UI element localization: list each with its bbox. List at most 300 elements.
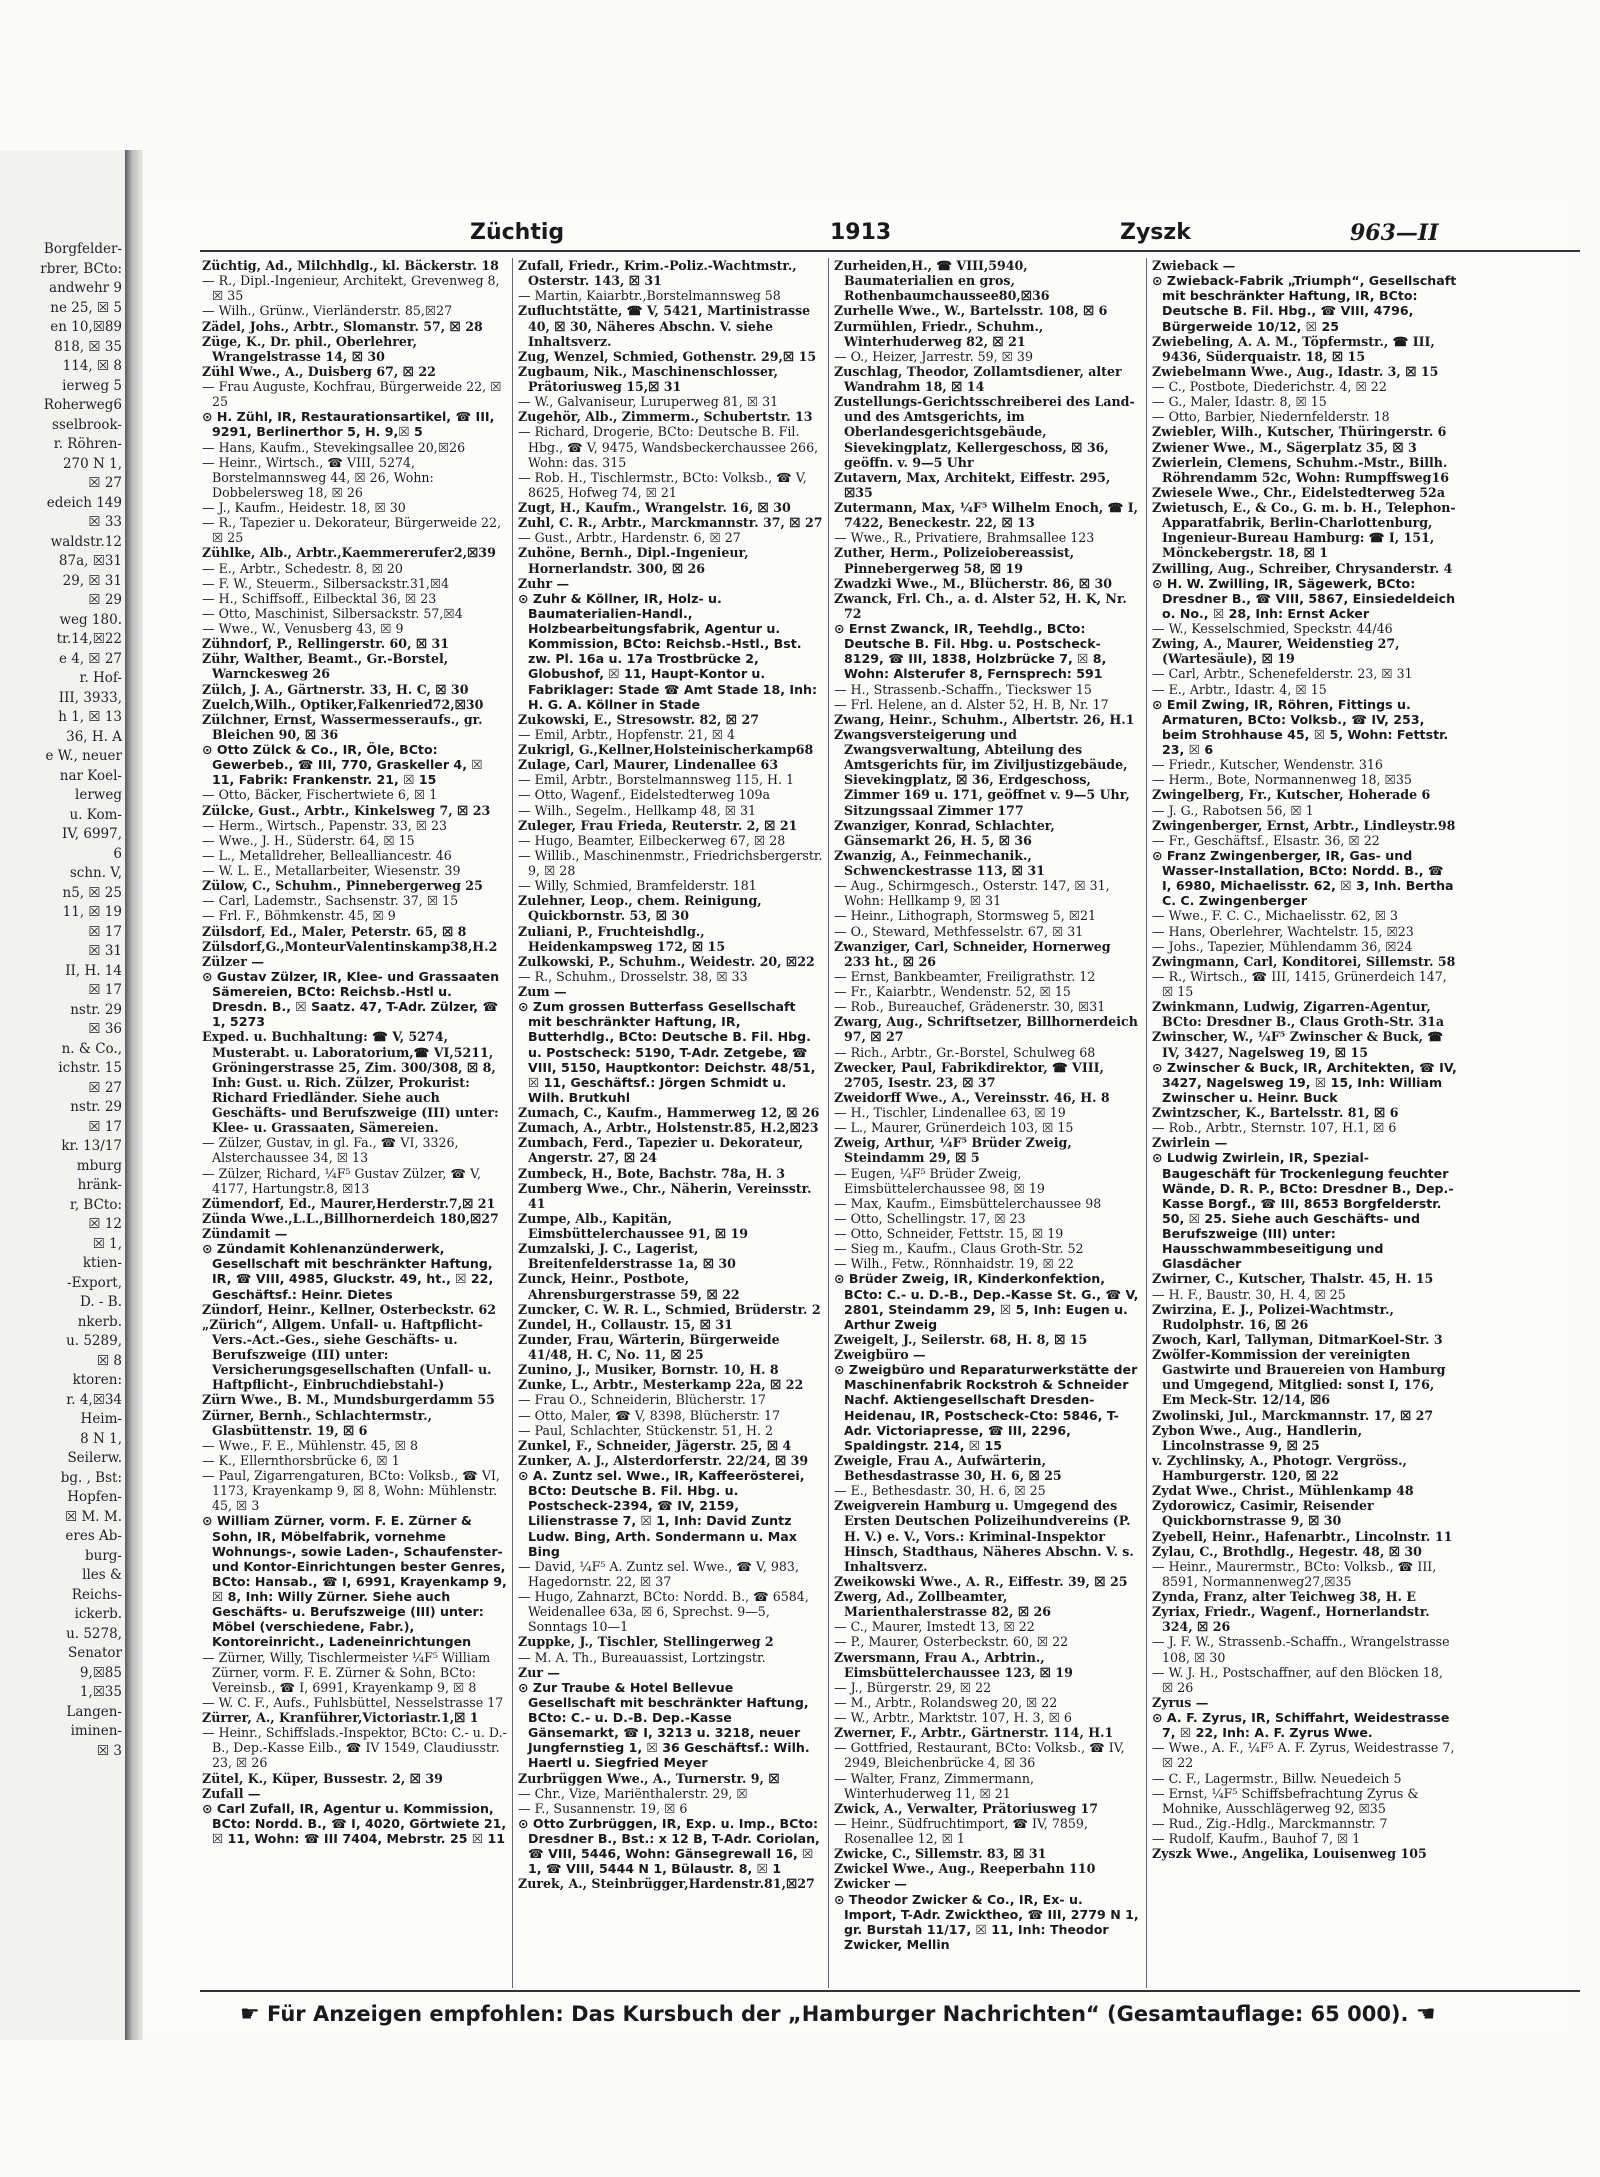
directory-entry: — Rudolf, Kaufm., Bauhof 7, ☒ 1 — [1152, 1831, 1361, 1846]
previous-page-line: ☒ 12 — [88, 1216, 122, 1232]
directory-entry: — Willib., Maschinenmstr., Friedrichsbergerstr. 9, ☒ 28 — [518, 847, 823, 878]
previous-page-line: ☒ 31 — [88, 943, 122, 959]
directory-entry: Zukowski, E., Stresowstr. 82, ☒ 27 — [518, 711, 759, 727]
directory-entry: Zumzalski, J. C., Lagerist, Breitenfelderstrasse 1a, ☒ 30 — [518, 1241, 736, 1272]
firm-advertisement-entry: ⊙ Otto Zülck & Co., IR, Öle, BCto: Gewerbeb., ☎ III, 770, Graskeller 4, ☒ 11, Fabrik: Frankenstr. 21, ☒ 15 — [202, 742, 483, 788]
previous-page-line: tr.14,☒22 — [56, 631, 122, 647]
previous-page-line: Reichs- — [71, 1586, 122, 1603]
directory-entry: — Fr., Kaiarbtr., Wendenstr. 52, ☒ 15 — [834, 984, 1071, 999]
directory-entry: — L., Metalldreher, Bellealliancestr. 46 — [202, 847, 452, 863]
directory-entry: Zühlke, Alb., Arbtr.,Kaemmererufer2,☒39 — [202, 545, 496, 561]
previous-page-line: 11, ☒ 19 — [62, 904, 122, 920]
directory-entry: — Otto, Wagenf., Eidelstedterweg 109a — [518, 787, 771, 803]
directory-entry: Zuelch,Wilh., Optiker,Falkenried72,☒30 — [202, 696, 484, 712]
previous-page-line: bg. , Bst: — [60, 1469, 122, 1486]
directory-entry: — Ernst, Bankbeamter, Freiligrathstr. 12 — [834, 968, 1096, 984]
directory-entry: — Chr., Vize, Mariënthalerstr. 29, ☒ — [518, 1785, 748, 1801]
directory-entry: Zühndorf, P., Rellingerstr. 60, ☒ 31 — [202, 636, 450, 652]
previous-page-line: 29, ☒ 31 — [62, 572, 122, 589]
directory-entry: — R., Wirtsch., ☎ III, 1415, Grünerdeich 147, ☒ 15 — [1152, 968, 1447, 999]
previous-page-line: ☒ 17 — [88, 923, 122, 940]
directory-entry: Zwick, A., Verwalter, Prätoriusweg 17 — [834, 1800, 1098, 1816]
previous-page-line: u. 5289, — [66, 1333, 122, 1349]
previous-page-line: 1,☒35 — [79, 1684, 122, 1700]
directory-entry: Zwerner, F., Arbtr., Gärtnerstr. 114, H.1 — [834, 1725, 1114, 1741]
firm-advertisement-entry: ⊙ Zweigbüro und Reparaturwerkstätte der Maschinenfabrik Rockstroh & Schneider Nachf. Aktiengesellschaft Dresden-Heidenau, IR, Postscheck-Cto: 5846, T-Adr. Victoriapresse, ☎ III, 2296, Spaldingstr. 214, ☒ 15 — [834, 1362, 1138, 1453]
directory-entry: Zuhöne, Bernh., Dipl.-Ingenieur, Hornerlandstr. 300, ☒ 26 — [518, 545, 749, 576]
directory-entry: — Emil, Arbtr., Hopfenstr. 21, ☒ 4 — [518, 726, 736, 742]
firm-advertisement-entry: ⊙ H. Zühl, IR, Restaurationsartikel, ☎ III, 9291, Berlinerthor 5, H. 9,☒ 5 — [202, 409, 495, 440]
directory-entry: — Frau O., Schneiderin, Blücherstr. 17 — [518, 1392, 766, 1408]
directory-entry: — Carl, Arbtr., Schenefelderstr. 23, ☒ 31 — [1152, 666, 1413, 682]
directory-entry: — Willy, Schmied, Bramfelderstr. 181 — [518, 878, 757, 894]
directory-entry: — Eugen, ¼F⁵ Brüder Zweig, Eimsbüttelerchaussee 98, ☒ 19 — [834, 1165, 1045, 1196]
previous-page-line: e W., neuer — [45, 748, 122, 764]
directory-entry: — C., Postbote, Diederichstr. 4, ☒ 22 — [1152, 379, 1387, 394]
directory-entry: Zugehör, Alb., Zimmerm., Schubertstr. 13 — [518, 409, 813, 425]
previous-page-line: mburg — [76, 1157, 122, 1174]
previous-page-line: ☒ 29 — [88, 592, 122, 608]
firm-advertisement-entry: ⊙ Emil Zwing, IR, Röhren, Fittings u. Armaturen, BCto: Volksb., ☎ IV, 253, beim Strohhause 45, ☒ 5, Wohn: Fettstr. 23, ☒ 6 — [1152, 696, 1449, 757]
directory-entry: Zwinscher, W., ¼F⁵ Zwinscher & Buck, ☎ IV, 3427, Nagelsweg 19, ☒ 15 — [1152, 1029, 1444, 1060]
directory-entry: — David, ¼F⁵ A. Zuntz sel. Wwe., ☎ V, 983, Hagedornstr. 22, ☒ 37 — [518, 1558, 799, 1589]
directory-entry: — Emil, Arbtr., Borstelmannsweg 115, H. 1 — [518, 772, 795, 788]
previous-page-line: III, 3933, — [58, 689, 122, 706]
directory-entry: Zwingenberger, Ernst, Arbtr., Lindleystr.98 — [1152, 817, 1456, 833]
directory-entry: — R., Schuhm., Drosselstr. 38, ☒ 33 — [518, 968, 748, 984]
header-year: 1913 — [830, 220, 892, 245]
header-rule — [200, 250, 1580, 252]
directory-entry: Zutavern, Max, Architekt, Eiffestr. 295, ☒35 — [834, 469, 1111, 500]
directory-entry: — Otto, Bäcker, Fischertwiete 6, ☒ 1 — [202, 787, 438, 803]
directory-entry: — Rob., Bureauchef, Grädenerstr. 30, ☒31 — [834, 999, 1106, 1015]
previous-page-line: n. & Co., — [61, 1040, 122, 1057]
previous-page-line: nkerb. — [77, 1313, 122, 1330]
directory-entry: Zwanziger, Konrad, Schlachter, Gänsemarkt 26, H. 5, ☒ 36 — [834, 817, 1055, 848]
directory-entry: — M. A. Th., Bureauassist, Lortzingstr. — [518, 1649, 766, 1665]
previous-page-line: r. Hof- — [79, 670, 122, 686]
previous-page-line: h 1, ☒ 13 — [58, 709, 122, 725]
previous-page-line: ktien- — [82, 1255, 122, 1271]
firm-advertisement-entry: ⊙ H. W. Zwilling, IR, Sägewerk, BCto: Dresdner B., ☎ VIII, 5867, Einsiedeldeich o. No., ☒ 28, Inh: Ernst Acker — [1152, 575, 1456, 621]
directory-entry: — E., Arbtr., Idastr. 4, ☒ 15 — [1152, 681, 1327, 697]
directory-entry: — Otto, Schellingstr. 17, ☒ 23 — [834, 1210, 1026, 1226]
directory-entry: Zufluchtstätte, ☎ V, 5421, Martinistrasse 40, ☒ 30, Näheres Abschn. V. siehe Inhaltsverz. — [518, 303, 811, 349]
directory-entry: Zurbrüggen Wwe., A., Turnerstr. 9, ☒ — [518, 1770, 780, 1786]
directory-entry: Zulehner, Leop., chem. Reinigung, Quickbornstr. 53, ☒ 30 — [518, 893, 762, 924]
firm-advertisement-entry: ⊙ A. Zuntz sel. Wwe., IR, Kaffeerösterei, BCto: Deutsche B. Fil. Hbg. u. Postscheck-2394, ☎ IV, 2159, Lilienstrasse 7, ☒ 1, Inh: David Zuntz Ludw. Bing, Arth. Sondermann u. Max Bing — [518, 1468, 805, 1559]
previous-page-text — [2, 240, 122, 1761]
directory-entry: Zwadzki Wwe., M., Blücherstr. 86, ☒ 30 — [834, 575, 1112, 591]
directory-entry: — Paul, Zigarrengaturen, BCto: Volksb., ☎ VI, 1173, Krayenkamp 9, ☒ 8, Wohn: Mühlenstr. 45, ☒ 3 — [202, 1468, 500, 1514]
directory-entry: — Ernst, ¼F⁵ Schiffsbefrachtung Zyrus & Mohnike, Ausschlägerweg 92, ☒35 — [1152, 1785, 1419, 1816]
directory-entry: Zurhelle Wwe., W., Bartelsstr. 108, ☒ 6 — [834, 303, 1108, 319]
directory-entry: — O., Steward, Methfesselstr. 67, ☒ 31 — [834, 923, 1084, 939]
previous-page-line: u. 5278, — [66, 1625, 122, 1642]
directory-entry: Zunder, Frau, Wärterin, Bürgerweide 41/48, H. C, No. 11, ☒ 25 — [518, 1331, 780, 1362]
directory-entry: Zyrus — — [1152, 1694, 1209, 1710]
directory-entry: — Gottfried, Restaurant, BCto: Volksb., ☎ IV, 2949, Bleichenbrücke 4, ☒ 36 — [834, 1740, 1125, 1771]
directory-entry: Zwirzina, E. J., Polizei-Wachtmstr., Rudolphstr. 16, ☒ 26 — [1152, 1301, 1394, 1332]
directory-entry: — J. F. W., Strassenb.-Schaffn., Wrangelstrasse 108, ☒ 30 — [1152, 1634, 1450, 1665]
directory-entry: — W. C. F., Aufs., Fuhlsbüttel, Nesselstrasse 17 — [202, 1694, 504, 1710]
previous-page-line: Roherweg6 — [43, 397, 122, 413]
directory-entry: — Wwe., A. F., ¼F⁵ A. F. Zyrus, Weidestrasse 7, ☒ 22 — [1152, 1740, 1455, 1771]
directory-entry: — Wilh., Grünw., Vierländerstr. 85,☒27 — [202, 303, 453, 319]
firm-advertisement-entry: ⊙ Zum grossen Butterfass Gesellschaft mit beschränkter Haftung, IR, Butterhdlg., BCto: Deutsche B. Fil. Hbg. u. Postscheck: 5190, T-Adr. Zetgebe, ☎ VIII, 5150, Hauptkontor: Deichstr. 48/51, ☒ 11, Geschäftsf.: Jörgen Schmidt u. Wilh. Brutkuhl — [518, 999, 816, 1105]
directory-entry: Zunino, J., Musiker, Bornstr. 10, H. 8 — [518, 1362, 779, 1378]
previous-page-line: 114, ☒ 8 — [62, 358, 122, 374]
directory-entry: Zwintzscher, K., Bartelsstr. 81, ☒ 6 — [1152, 1105, 1399, 1120]
directory-entry: Zybon Wwe., Aug., Handlerin, Lincolnstrasse 9, ☒ 25 — [1152, 1422, 1363, 1453]
footer-advertisement — [240, 2002, 1560, 2027]
directory-entry: Zyriax, Friedr., Wagenf., Hornerlandstr. 324, ☒ 26 — [1152, 1604, 1430, 1635]
directory-entry: Zwanziger, Carl, Schneider, Hornerweg 233 ht., ☒ 26 — [834, 938, 1111, 969]
directory-entry: Zwilling, Aug., Schreiber, Chrysanderstr. 4 — [1152, 560, 1453, 576]
directory-entry: Zum — — [518, 984, 567, 999]
directory-entry: Zyebell, Heinr., Hafenarbtr., Lincolnstr. 11 — [1152, 1528, 1453, 1544]
previous-page-line: n5, ☒ 25 — [62, 884, 122, 901]
directory-entry: Zwersmann, Frau A., Arbtrin., Eimsbüttelerchaussee 123, ☒ 19 — [834, 1649, 1073, 1680]
directory-entry: — Rob. H., Tischlermstr., BCto: Volksb., ☎ V, 8625, Hofweg 74, ☒ 21 — [518, 469, 807, 500]
directory-entry: Zwölfer-Kommission der vereinigten Gastwirte und Brauereien von Hamburg und Umgegend, Mitglied: sonst I, 176, Em Meck-Str. 12/14, ☒6 — [1152, 1347, 1446, 1408]
directory-entry: Zuleger, Frau Frieda, Reuterstr. 2, ☒ 21 — [518, 817, 798, 833]
directory-entry: Zumach, A., Arbtr., Holstenstr.85, H.2,☒23 — [518, 1120, 819, 1136]
directory-entry: Zydorowicz, Casimir, Reisender Quickbornstrasse 9, ☒ 30 — [1152, 1498, 1374, 1529]
directory-entry: Zweikowski Wwe., A. R., Eiffestr. 39, ☒ 25 — [834, 1573, 1128, 1589]
previous-page-line: ☒ 36 — [88, 1021, 122, 1037]
firm-advertisement-entry: ⊙ William Zürner, vorm. F. E. Zürner & Sohn, IR, Möbelfabrik, vornehme Wohnungs-, sowie Laden-, Schaufenster- und Kontor-Einrichtungen bester Genres, BCto: Hansab., ☎ I, 6991, Krayenkamp 9, ☒ 8, Inh: Willy Zürner. Siehe auch Geschäfts- u. Berufszweige (III) unter: Möbel (verschiedene, Fabr.), Kontoreinricht., Ladeneinrichtungen — [202, 1513, 507, 1650]
directory-entry: — J. G., Rabotsen 56, ☒ 1 — [1152, 802, 1314, 818]
book-gutter — [125, 150, 143, 2040]
directory-column-4 — [1152, 258, 1457, 1861]
directory-entry: Exped. u. Buchhaltung: ☎ V, 5274, Musterabt. u. Laboratorium,☎ VI,5211, Gröningerstrasse 25, Zim. 300/308, ☒ 8, Inh: Gust. u. Rich. Zülzer, Prokurist: Richard Friedländer. Siehe auch Geschäfts- und Berufszweige (III) unter: Klee- u. Grassaaten, Sämereien. — [202, 1029, 499, 1136]
previous-page-line: 36, H. A — [66, 728, 122, 745]
previous-page-line: r. 4,☒34 — [66, 1391, 122, 1408]
directory-entry: Zwiesele Wwe., Chr., Eidelstedterweg 52a — [1152, 484, 1445, 500]
directory-entry: — E., Bethesdastr. 30, H. 6, ☒ 25 — [834, 1483, 1046, 1499]
directory-entry: Zwicke, C., Sillemstr. 83, ☒ 31 — [834, 1846, 1047, 1862]
directory-entry: Zürn Wwe., B. M., Mundsburgerdamm 55 — [202, 1392, 495, 1408]
directory-entry: — Wwe., W., Venusberg 43, ☒ 9 — [202, 621, 404, 636]
previous-page-line: 87a, ☒31 — [58, 553, 122, 569]
directory-entry: Zwinkmann, Ludwig, Zigarren-Agentur, BCto: Dresdner B., Claus Groth-Str. 31a — [1152, 999, 1445, 1030]
directory-entry: — Hugo, Zahnarzt, BCto: Nordd. B., ☎ 6584, Weidenallee 63a, ☒ 6, Sprechst. 9—5, Sonntags 10—1 — [518, 1589, 809, 1635]
directory-entry: Zurheiden,H., ☎ VIII,5940, Baumaterialien en gros, Rothenbaumchaussee80,☒36 — [834, 258, 1050, 304]
previous-page-line: ktoren: — [72, 1372, 122, 1388]
previous-page-line: II, H. 14 — [65, 962, 122, 979]
directory-column-1 — [202, 258, 507, 1846]
directory-entry: — F., Susannenstr. 19, ☒ 6 — [518, 1800, 688, 1816]
directory-entry: Zwirner, C., Kutscher, Thalstr. 45, H. 15 — [1152, 1271, 1434, 1287]
directory-entry: Zynda, Franz, alter Teichweg 38, H. E — [1152, 1589, 1416, 1604]
directory-entry: — Sieg m., Kaufm., Claus Groth-Str. 52 — [834, 1241, 1084, 1257]
firm-advertisement-entry: ⊙ Ernst Zwanck, IR, Teehdlg., BCto: Deutsche B. Fil. Hbg. u. Postscheck-8129, ☎ III, 1838, Holzbrücke 7, ☒ 8, Wohn: Alsterufer 8, Fernsprech: 591 — [834, 621, 1107, 682]
firm-advertisement-entry: ⊙ Zur Traube & Hotel Bellevue Gesellschaft mit beschränkter Haftung, BCto: C.- u. D.-B. Dep.-Kasse Gänsemarkt, ☎ I, 3213 u. 3218, neuer Jungfernstieg 1, ☒ 36 Geschäftsf.: Wilh. Haertl u. Siegfried Meyer — [518, 1679, 810, 1771]
directory-entry: Zuschlag, Theodor, Zollamtsdiener, alter Wandrahm 18, ☒ 14 — [834, 363, 1122, 394]
previous-page-line: -Export, — [67, 1274, 122, 1291]
directory-entry: — Fr., Geschäftsf., Elsastr. 36, ☒ 22 — [1152, 832, 1380, 848]
directory-entry: Zuppke, J., Tischler, Stellingerweg 2 — [518, 1634, 774, 1650]
directory-entry: Zumbeck, H., Bote, Bachstr. 78a, H. 3 — [518, 1165, 786, 1181]
previous-page-line: nstr. 29 — [70, 1099, 122, 1115]
firm-advertisement-entry: ⊙ Theodor Zwicker & Co., IR, Ex- u. Import, T-Adr. Zwicktheo, ☎ III, 2779 N 1, gr. Burstah 11/17, ☒ 11, Inh: Theodor Zwicker, Mellin — [834, 1891, 1139, 1952]
directory-entry: Zädel, Johs., Arbtr., Slomanstr. 57, ☒ 28 — [202, 318, 483, 334]
directory-entry: — F. W., Steuerm., Silbersackstr.31,☒4 — [202, 575, 450, 591]
directory-entry: Zwolinski, Jul., Marckmannstr. 17, ☒ 27 — [1152, 1407, 1434, 1423]
directory-entry: Zwierlein, Clemens, Schuhm.-Mstr., Billh. Röhrendamm 52c, Wohn: Rumpffsweg16 — [1152, 454, 1450, 485]
directory-entry: — Heinr., Maurermstr., BCto: Volksb., ☎ III, 8591, Normannenweg27,☒35 — [1152, 1558, 1437, 1589]
directory-entry: — H., Tischler, Lindenallee 63, ☒ 19 — [834, 1105, 1066, 1120]
directory-entry: Zweidorff Wwe., A., Vereinsstr. 46, H. 8 — [834, 1089, 1110, 1105]
directory-entry: Zürner, Bernh., Schlachtermstr., Glasbüttenstr. 19, ☒ 6 — [202, 1407, 433, 1438]
directory-entry: — H., Schiffsoff., Eilbecktal 36, ☒ 23 — [202, 590, 437, 606]
directory-entry: Zylau, C., Brothdlg., Hegestr. 48, ☒ 30 — [1152, 1543, 1422, 1559]
directory-entry: Zwietusch, E., & Co., G. m. b. H., Telephon-Apparatfabrik, Berlin-Charlottenburg, Ingenieur-Bureau Hamburg: ☎ I, 151, Mönckebergstr. 18, ☒ 1 — [1152, 500, 1456, 561]
directory-entry: Zwanck, Frl. Ch., a. d. Alster 52, H. K, Nr. 72 — [834, 590, 1127, 621]
firm-advertisement-entry: ⊙ Zündamit Kohlenanzünderwerk, Gesellschaft mit beschränkter Haftung, IR, ☎ VIII, 4985, Gluckstr. 49, ht., ☒ 22, Geschäftsf.: Heinr. Dietes — [202, 1241, 494, 1302]
directory-entry: — Zürner, Willy, Tischlermeister ¼F⁵ William Zürner, vorm. F. E. Zürner & Sohn, BCto: Vereinsb., ☎ I, 6991, Krayenkamp 9, ☒ 8 — [202, 1649, 491, 1695]
directory-entry: Züchtig, Ad., Milchhdlg., kl. Bäckerstr. 18 — [202, 258, 499, 273]
directory-entry: Zwiebler, Wilh., Kutscher, Thüringerstr. 6 — [1152, 424, 1447, 440]
previous-page-line: IV, 6997, — [62, 826, 122, 842]
directory-entry: Zydat Wwe., Christ., Mühlenkamp 48 — [1152, 1483, 1414, 1499]
directory-entry: — W. J. H., Postschaffner, auf den Blöcken 18, ☒ 26 — [1152, 1664, 1443, 1695]
directory-entry: — C. F., Lagermstr., Billw. Neuedeich 5 — [1152, 1770, 1402, 1786]
previous-page-line: nar Koel- — [59, 767, 122, 784]
directory-entry: Zuliani, P., Fruchteishdlg., Heidenkampsweg 172, ☒ 15 — [518, 923, 726, 954]
previous-page-line: 6 — [113, 845, 122, 862]
directory-entry: — Richard, Drogerie, BCto: Deutsche B. Fil. Hbg., ☎ V, 9475, Wandsbeckerchaussee 266, Wohn: das. 315 — [518, 424, 819, 470]
directory-entry: — Otto, Maler, ☎ V, 8398, Blücherstr. 17 — [518, 1407, 781, 1423]
directory-entry: Zwiebelmann Wwe., Aug., Idastr. 3, ☒ 15 — [1152, 363, 1439, 379]
directory-entry: Zufall — — [202, 1785, 261, 1801]
directory-entry: — W., Kesselschmied, Speckstr. 44/46 — [1152, 621, 1393, 636]
directory-entry: Zülzer — — [202, 953, 264, 969]
previous-page-line: Hopfen- — [67, 1489, 122, 1505]
directory-entry: — Aug., Schirmgesch., Osterstr. 147, ☒ 31, Wohn: Hellkamp 9, ☒ 31 — [834, 878, 1110, 909]
directory-entry: — Paul, Schlachter, Stückenstr. 51, H. 2 — [518, 1422, 774, 1438]
directory-entry: Zur — — [518, 1664, 560, 1680]
directory-entry: Zülow, C., Schuhm., Pinnebergerweg 25 — [202, 878, 483, 894]
directory-entry: — Rob., Arbtr., Sternstr. 107, H.1, ☒ 6 — [1152, 1120, 1397, 1136]
directory-entry: Zulage, Carl, Maurer, Lindenallee 63 — [518, 757, 779, 773]
directory-entry: Zustellungs-Gerichtsschreiberei des Land- und des Amtsgerichts, im Oberlandesgerichtsgebäude, Sievekingplatz, Kellergeschoss, ☒ 36, geöffn. v. 9—5 Uhr — [834, 394, 1135, 470]
previous-page-line: ☒ 3 — [97, 1742, 122, 1759]
column-divider — [512, 258, 513, 1988]
directory-entry: — Friedr., Kutscher, Wendenstr. 316 — [1152, 757, 1383, 773]
directory-entry: Zwingelberg, Fr., Kutscher, Hoherade 6 — [1152, 787, 1431, 803]
previous-page-line: 9,☒85 — [79, 1664, 122, 1681]
directory-entry: — Wilh., Segelm., Hellkamp 48, ☒ 31 — [518, 802, 757, 818]
previous-page-line: rbrer, BCto: — [40, 260, 122, 277]
directory-entry: Zülsdorf,G.,MonteurValentinskamp38,H.2 — [202, 938, 498, 954]
directory-entry: Zutermann, Max, ¼F⁵ Wilhelm Enoch, ☎ I, 7422, Beneckestr. 22, ☒ 13 — [834, 500, 1138, 531]
directory-entry: — Heinr., Lithograph, Stormsweg 5, ☒21 — [834, 908, 1097, 924]
previous-page-line: 818, ☒ 35 — [54, 338, 122, 355]
directory-entry: Zuhr — — [518, 575, 570, 591]
directory-entry: — Johs., Tapezier, Mühlendamm 36, ☒24 — [1152, 938, 1413, 954]
directory-entry: Zuncker, C. W. R. L., Schmied, Brüderstr. 2 — [518, 1301, 821, 1317]
directory-entry: — Otto, Schneider, Fettstr. 15, ☒ 19 — [834, 1226, 1064, 1241]
firm-advertisement-entry: ⊙ Otto Zurbrüggen, IR, Exp. u. Imp., BCto: Dresdner B., Bst.: x 12 B, T-Adr. Coriolan, ☎ VIII, 5446, Wohn: Gänsegrewall 16, ☒ 1, ☎ VIII, 5444 N 1, Bülaustr. 8, ☒ 1 — [518, 1815, 820, 1877]
previous-page-line: ne 25, ☒ 5 — [50, 299, 122, 316]
directory-entry: Zündamit — — [202, 1226, 288, 1241]
previous-page-line: 270 N 1, — [62, 455, 122, 472]
directory-entry: Zunck, Heinr., Postbote, Ahrensburgerstrasse 59, ☒ 22 — [518, 1271, 740, 1302]
directory-entry: — Frl. Helene, an d. Alster 52, H. B, Nr. 17 — [834, 696, 1109, 712]
previous-page-line: Heim- — [80, 1411, 122, 1427]
directory-entry: — L., Maurer, Grünerdeich 103, ☒ 15 — [834, 1120, 1074, 1136]
previous-page-line: ☒ 27 — [88, 1079, 122, 1096]
directory-entry: Zweigbüro — — [834, 1347, 926, 1362]
directory-entry: — Rich., Arbtr., Gr.-Borstel, Schulweg 68 — [834, 1044, 1096, 1060]
previous-page-line: Seilerw. — [67, 1450, 122, 1466]
directory-entry: Zwoch, Karl, Tallyman, DitmarKoel-Str. 3 — [1152, 1331, 1443, 1347]
directory-entry: — Zülzer, Richard, ¼F⁵ Gustav Zülzer, ☎ V, 4177, Hartungstr.8, ☒13 — [202, 1165, 482, 1196]
previous-page-line: waldstr.12 — [50, 533, 122, 550]
directory-entry: — Herm., Wirtsch., Papenstr. 33, ☒ 23 — [202, 817, 448, 833]
directory-entry: Zwing, A., Maurer, Weidenstieg 27, (Wartesäule), ☒ 19 — [1152, 636, 1400, 667]
directory-entry: Zwieback — — [1152, 258, 1236, 273]
directory-entry: Zumberg Wwe., Chr., Näherin, Vereinsstr. 41 — [518, 1180, 812, 1211]
previous-page-line: sselbrook- — [51, 416, 122, 433]
previous-page-line: ichstr. 15 — [58, 1060, 122, 1076]
directory-entry: Zwingmann, Carl, Konditorei, Sillemstr. 58 — [1152, 953, 1456, 969]
directory-entry: Zülchner, Ernst, Wassermesseraufs., gr. Bleichen 90, ☒ 36 — [202, 711, 483, 742]
firm-advertisement-entry: ⊙ Zuhr & Köllner, IR, Holz- u. Baumaterialien-Handl., Holzbearbeitungsfabrik, Agentur u. Kommission, BCto: Reichsb.-Hstl., Bst. zw. Pl. 16a u. 17a Trostbrücke 2, Globushof, ☒ 11, Haupt-Kontor u. Fabriklager: Stade ☎ Amt Stade 18, Inh: H. G. A. Köllner in Stade — [518, 590, 818, 712]
previous-page-line: ☒ 27 — [88, 475, 122, 491]
directory-entry: Zwiener Wwe., M., Sägerplatz 35, ☒ 3 — [1152, 439, 1417, 455]
directory-entry: — Carl, Lademstr., Sachsenstr. 37, ☒ 15 — [202, 893, 459, 909]
directory-entry: Zunke, L., Arbtr., Mesterkamp 22a, ☒ 22 — [518, 1377, 804, 1393]
directory-entry: — H. F., Baustr. 30, H. 4, ☒ 25 — [1152, 1286, 1346, 1302]
previous-page-line: kr. 13/17 — [61, 1138, 122, 1154]
directory-entry: — Wwe., R., Privatiere, Brahmsallee 123 — [834, 530, 1095, 546]
firm-advertisement-entry: ⊙ Carl Zufall, IR, Agentur u. Kommission, BCto: Nordd. B., ☎ I, 4020, Görtwiete 21, ☒ 11, Wohn: ☎ III 7404, Mebrstr. 25 ☒ 11 — [202, 1800, 507, 1846]
firm-advertisement-entry: ⊙ Ludwig Zwirlein, IR, Spezial-Baugeschäft für Trockenlegung feuchter Wände, D. R. P., BCto: Dresdner B., Dep.-Kasse Borgf., ☎ III, 8653 Borgfelderstr. 50, ☒ 25. Siehe auch Geschäfts- und Berufszweige (III) unter: Hausschwammbeseitigung und Glasdächer — [1152, 1150, 1454, 1272]
directory-entry: Zwarg, Aug., Schriftsetzer, Billhornerdeich 97, ☒ 27 — [834, 1014, 1138, 1045]
directory-entry: „Zürich“, Allgem. Unfall- u. Haftpflicht-Vers.-Act.-Ges., siehe Geschäfts- u. Berufszweige (III) unter: Versicherungsgesellschaften (Unfall- u. Haftpflicht-, Einbruchdiebstahl-) — [202, 1316, 492, 1393]
column-divider — [828, 258, 829, 1988]
directory-entry: — Walter, Franz, Zimmermann, Winterhuderweg 11, ☒ 21 — [834, 1770, 1034, 1801]
firm-advertisement-entry: ⊙ Gustav Zülzer, IR, Klee- und Grassaaten Sämereien, BCto: Reichsb.-Hstl u. Dresdn. B., ☒ Saatz. 47, T-Adr. Zülzer, ☎ 1, 5273 — [202, 968, 500, 1030]
directory-entry: — W., Arbtr., Marktstr. 107, H. 3, ☒ 6 — [834, 1710, 1072, 1725]
directory-entry: — G., Maler, Idastr. 8, ☒ 15 — [1152, 394, 1327, 410]
previous-page-line: ierweg 5 — [62, 377, 122, 394]
directory-entry: Zweig, Arthur, ¼F⁵ Brüder Zweig, Steindamm 29, ☒ 5 — [834, 1135, 1072, 1166]
previous-page-line: ☒ 8 — [97, 1352, 122, 1369]
directory-entry: Zuhl, C. R., Arbtr., Marckmannstr. 37, ☒ 27 — [518, 515, 823, 531]
previous-page-line: weg 180. — [59, 611, 122, 628]
previous-page-line: e 4, ☒ 27 — [58, 650, 122, 667]
directory-entry: — Martin, Kaiarbtr.,Borstelmannsweg 58 — [518, 288, 781, 304]
directory-entry: Zurek, A., Steinbrügger,Hardenstr.81,☒27 — [518, 1876, 815, 1892]
directory-entry: — W. L. E., Metallarbeiter, Wiesenstr. 39 — [202, 863, 461, 878]
directory-entry: Zyszk Wwe., Angelika, Louisenweg 105 — [1152, 1846, 1427, 1862]
previous-page-line: burg- — [85, 1547, 122, 1564]
directory-entry: — Wwe., J. H., Süderstr. 64, ☒ 15 — [202, 832, 415, 848]
previous-page-line: en 10,☒89 — [50, 319, 122, 335]
directory-column-2 — [518, 258, 823, 1892]
directory-entry: Zunkel, F., Schneider, Jägerstr. 25, ☒ 4 — [518, 1437, 792, 1453]
previous-page-line: ☒ 33 — [88, 514, 122, 530]
directory-entry: — Heinr., Schiffslads.-Inspektor, BCto: C.- u. D.-B., Dep.-Kasse Eilb., ☎ IV 1549, Claudiusstr. 23, ☒ 26 — [202, 1725, 507, 1771]
directory-entry: Zwiebeling, A. A. M., Töpfermstr., ☎ III, 9436, Süderquaistr. 18, ☒ 15 — [1152, 333, 1435, 364]
footer-rule — [200, 1990, 1580, 1992]
directory-entry: — Herm., Bote, Normannenweg 18, ☒35 — [1152, 772, 1412, 788]
directory-entry: Zumpe, Alb., Kapitän, Eimsbüttelerchaussee 91, ☒ 19 — [518, 1210, 749, 1241]
page-number: 963—II — [1350, 220, 1439, 246]
directory-entry: Zweigverein Hamburg u. Umgegend des Ersten Deutschen Polizeihundvereins (P. H. V.) e. V., Vors.: Kriminal-Inspektor Hinsch, Stadthaus, Näheres Abschn. V. s. Inhaltsverz. — [834, 1498, 1134, 1574]
directory-entry: — J., Bürgerstr. 29, ☒ 22 — [834, 1679, 992, 1695]
directory-entry: Zühl Wwe., A., Duisberg 67, ☒ 22 — [202, 363, 436, 379]
directory-entry: Zunker, A. J., Alsterdorferstr. 22/24, ☒ 39 — [518, 1452, 809, 1468]
directory-entry: — E., Arbtr., Schedestr. 8, ☒ 20 — [202, 560, 403, 576]
header-last-name: Zyszk — [1120, 220, 1191, 245]
directory-entry: Zülsdorf, Ed., Maler, Peterstr. 65, ☒ 8 — [202, 923, 467, 939]
directory-entry: — Frl. F., Böhmkenstr. 45, ☒ 9 — [202, 908, 396, 924]
directory-entry: Zurmühlen, Friedr., Schuhm., Winterhuderweg 82, ☒ 21 — [834, 318, 1044, 349]
directory-entry: — Wilh., Fetw., Rönnhaidstr. 19, ☒ 22 — [834, 1256, 1074, 1272]
footer-text: Für Anzeigen empfohlen: Das Kursbuch der „Hamburger Nachrichten“ (Gesamtauflage: 65 000). — [267, 2002, 1409, 2026]
directory-entry: Zufall, Friedr., Krim.-Poliz.-Wachtmstr., Osterstr. 143, ☒ 31 — [518, 258, 797, 289]
directory-entry: — K., Ellernthorsbrücke 6, ☒ 1 — [202, 1452, 400, 1468]
previous-page-line: andwehr 9 — [49, 280, 122, 296]
directory-entry: — Frau Auguste, Kochfrau, Bürgerweide 22, ☒ 25 — [202, 379, 502, 410]
directory-entry: Zürrer, A., Kranführer,Victoriastr.1,☒ 1 — [202, 1710, 479, 1725]
directory-entry: Zwanzig, A., Feinmechanik., Schwenckestrasse 113, ☒ 31 — [834, 847, 1045, 878]
directory-entry: Zünda Wwe.,L.L.,Billhornerdeich 180,☒27 — [202, 1210, 499, 1226]
previous-page-line: lles & — [82, 1567, 122, 1583]
directory-entry: — Otto, Barbier, Niedernfelderstr. 18 — [1152, 409, 1390, 425]
directory-entry: Zug, Wenzel, Schmied, Gothenstr. 29,☒ 15 — [518, 348, 817, 364]
previous-page-line: lerweg — [75, 787, 122, 803]
previous-page-line: Senator — [68, 1645, 122, 1661]
directory-entry: Zulkowski, P., Schuhm., Weidestr. 20, ☒22 — [518, 953, 815, 969]
directory-entry: Zütel, K., Küper, Bussestr. 2, ☒ 39 — [202, 1770, 443, 1786]
directory-entry: Zuther, Herm., Polizeiobereassist, Pinnebergerweg 58, ☒ 19 — [834, 545, 1075, 576]
previous-page-line: ickerb. — [74, 1606, 122, 1622]
firm-advertisement-entry: ⊙ Zwieback-Fabrik „Triumph“, Gesellschaft mit beschränkter Haftung, IR, BCto: Deutsche B. Fil. Hbg., ☎ VIII, 4796, Bürgerweide 10/12, ☒ 25 — [1152, 273, 1457, 334]
directory-entry: Zundel, H., Collaustr. 15, ☒ 31 — [518, 1316, 733, 1332]
directory-entry: — Hans, Kaufm., Stevekingsallee 20,☒26 — [202, 439, 466, 455]
directory-entry: Zumbach, Ferd., Tapezier u. Dekorateur, Angerstr. 27, ☒ 24 — [518, 1135, 804, 1166]
previous-page-line: 8 N 1, — [80, 1430, 122, 1447]
directory-entry: — Wwe., F. C. C., Michaelisstr. 62, ☒ 3 — [1152, 908, 1399, 924]
directory-entry: Zwang, Heinr., Schuhm., Albertstr. 26, H.1 — [834, 711, 1135, 727]
directory-entry: — R., Tapezier u. Dekorateur, Bürgerweide 22, ☒ 25 — [202, 515, 502, 546]
directory-entry: — M., Arbtr., Rolandsweg 20, ☒ 22 — [834, 1694, 1058, 1710]
directory-entry: Zwirlein — — [1152, 1135, 1228, 1151]
previous-page-line: schn. V, — [69, 865, 122, 881]
directory-entry: — O., Heizer, Jarrestr. 59, ☒ 39 — [834, 348, 1033, 364]
directory-entry: — H., Strassenb.-Schaffn., Tieckswег 15 — [834, 681, 1092, 697]
directory-entry: Zündorf, Heinr., Kellner, Osterbeckstr. 62 — [202, 1301, 497, 1317]
directory-entry: Zühr, Walther, Beamt., Gr.-Borstel, Warnckesweg 26 — [202, 651, 449, 682]
directory-entry: Zwicker — — [834, 1876, 907, 1892]
previous-page-line: iminen- — [70, 1723, 122, 1739]
directory-entry: Zwangsversteigerung und Zwangsverwaltung, Abteilung des Amtsgerichts für, im Ziviljustizgebäude, Sievekingplatz, ☒ 36, Erdgeschoss, Zimmer 169 u. 171, geöffnet v. 9—5 Uhr, Sitzungssaal Zimmer 177 — [834, 726, 1130, 818]
previous-page-line: ☒ M. M. — [65, 1508, 122, 1525]
directory-entry: — Hans, Oberlehrer, Wachtelstr. 15, ☒23 — [1152, 923, 1414, 939]
directory-entry: v. Zychlinsky, A., Photogr. Vergröss., Hamburgerstr. 120, ☒ 22 — [1152, 1452, 1407, 1483]
column-divider — [1146, 258, 1147, 1988]
directory-entry: Zukrigl, G.,Kellner,Holsteinischerkamp68 — [518, 742, 814, 757]
pointing-hand-left-icon: ☚ — [1415, 2002, 1436, 2027]
previous-page-line: r, BCto: — [69, 1196, 122, 1213]
directory-entry: — Heinr., Südfruchtimport, ☎ IV, 7859, Rosenallee 12, ☒ 1 — [834, 1815, 1088, 1846]
